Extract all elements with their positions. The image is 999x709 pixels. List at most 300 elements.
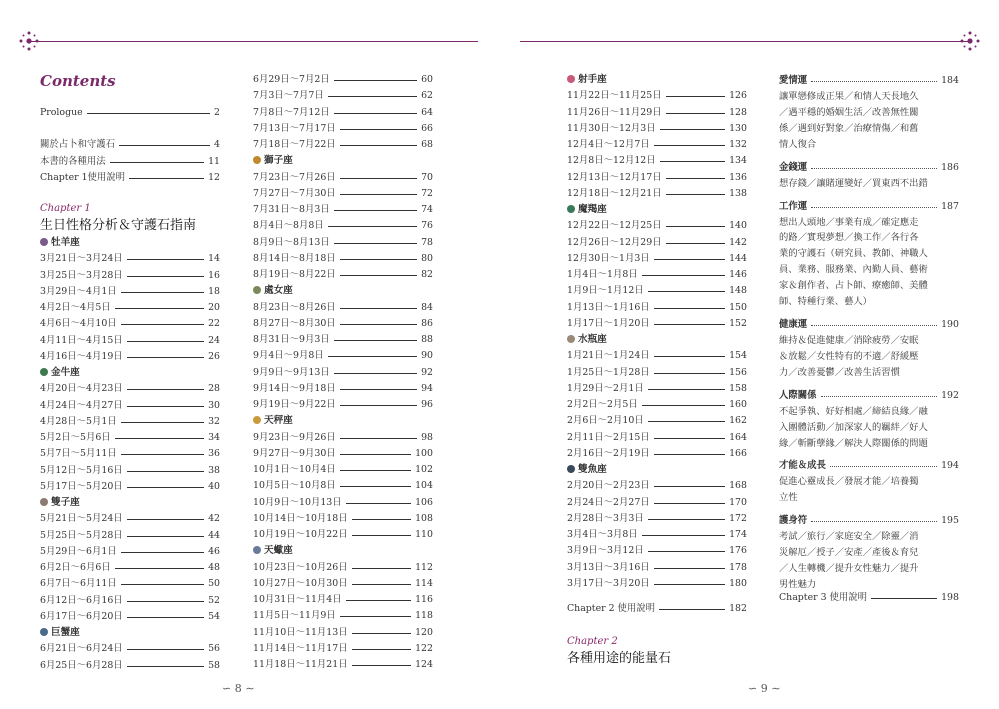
zodiac-heading — [567, 332, 747, 348]
leader-line — [340, 308, 417, 309]
toc-entry — [40, 349, 220, 365]
leader-line — [127, 357, 204, 358]
toc-entry — [567, 88, 747, 104]
toc-entry-page: 108 — [415, 512, 433, 524]
toc-entry-label: 3月17日～3月20日 — [567, 577, 650, 589]
toc-entry — [253, 511, 433, 527]
toc-entry-page: 130 — [729, 122, 747, 134]
leader-line — [328, 226, 417, 227]
zodiac-heading — [567, 202, 747, 218]
toc-entry-label: 12月13日～12月17日 — [567, 171, 662, 183]
toc-entry-page: 34 — [208, 432, 220, 443]
toc-entry — [40, 300, 220, 316]
use-section-description: ／遇平穩的婚姻生活／改善無性關 — [779, 106, 919, 118]
toc-entry — [40, 284, 220, 300]
toc-entry-label: 8月19日～8月22日 — [253, 269, 336, 280]
toc-entry — [40, 381, 220, 397]
zodiac-name: 雙子座 — [51, 497, 80, 508]
toc-entry — [40, 511, 220, 527]
zodiac-dot-icon — [253, 546, 261, 554]
use-section-heading — [779, 72, 959, 89]
use-section-heading — [779, 316, 959, 333]
use-section-description: ＆放鬆／女性特有的不適／舒緩壓 — [779, 350, 919, 362]
toc-entry-label: 11月18日～11月21日 — [253, 659, 348, 670]
toc-entry-page: 172 — [729, 512, 747, 524]
header-rule-left — [28, 41, 478, 42]
zodiac-dot-icon — [253, 286, 261, 294]
leader-line — [127, 487, 204, 488]
toc-entry — [253, 625, 433, 641]
toc-entry — [253, 608, 433, 624]
use-section-title: 人際關係 — [779, 389, 817, 401]
toc-entry-page: 132 — [729, 139, 747, 150]
toc-entry-label: 3月13日～3月16日 — [567, 561, 650, 573]
toc-entry-label: 10月27日～10月30日 — [253, 577, 348, 589]
leader-line — [340, 145, 417, 146]
toc-entry-page: 40 — [208, 480, 220, 492]
zodiac-dot-icon — [40, 498, 48, 506]
toc-entry-page: 14 — [208, 253, 220, 265]
zodiac-name: 雙魚座 — [578, 464, 607, 475]
leader-line — [340, 616, 411, 617]
toc-entry-label: 關於占卜和守護石 — [40, 139, 116, 151]
toc-entry-label: 2月20日～2月23日 — [567, 480, 650, 492]
toc-entry-page: 90 — [421, 350, 433, 362]
toc-entry — [253, 202, 433, 218]
toc-column-3 — [567, 72, 747, 592]
toc-entry-label: 5月29日～6月1日 — [40, 545, 117, 557]
use-section-description: 災解厄／授子／安產／產後＆育兒 — [779, 547, 919, 559]
toc-entry — [40, 641, 220, 657]
toc-entry-label: 4月28日～5月1日 — [40, 415, 117, 427]
toc-entry-label: 10月1日～10月4日 — [253, 464, 336, 475]
toc-entry-label: 12月8日～12月12日 — [567, 155, 656, 167]
leader-line — [654, 503, 725, 504]
leader-line — [340, 438, 417, 439]
toc-entry-page: 166 — [729, 447, 747, 459]
use-section-description: 男性魅力 — [779, 578, 817, 590]
leader-line — [666, 178, 725, 179]
toc-entry-page: 66 — [421, 122, 433, 134]
toc-entry — [253, 592, 433, 608]
toc-entry-page: 134 — [729, 155, 747, 167]
toc-entry-page: 104 — [415, 480, 433, 492]
use-section-description: 員、業務、服務業、內勤人員、藝術 — [779, 264, 928, 276]
toc-entry-page: 30 — [208, 399, 220, 411]
zodiac-name: 金牛座 — [51, 367, 80, 378]
toc-entry — [253, 430, 433, 446]
toc-entry-page: 174 — [729, 529, 747, 540]
toc-entry-label: 1月17日～1月20日 — [567, 317, 650, 329]
use-section-heading — [779, 387, 959, 404]
toc-entry-page: 168 — [729, 480, 747, 492]
use-section-title: 才能＆成長 — [779, 460, 826, 472]
toc-entry-label: 3月9日～3月12日 — [567, 545, 644, 557]
chapter2-entry — [567, 601, 747, 617]
toc-entry-label: 2月11日～2月15日 — [567, 431, 650, 443]
leader-line — [121, 552, 204, 553]
toc-entry-page: 80 — [421, 252, 433, 264]
leader-line — [346, 600, 411, 601]
leader-line — [115, 438, 204, 439]
leader-line — [352, 649, 411, 650]
toc-entry-label: 1月13日～1月16日 — [567, 301, 650, 313]
leader-line — [334, 243, 417, 244]
toc-entry-page: 78 — [421, 236, 433, 248]
leader-line — [654, 259, 725, 260]
toc-entry-label: 8月27日～8月30日 — [253, 317, 336, 329]
toc-entry-label: 2月24日～2月27日 — [567, 496, 650, 508]
leader-line — [666, 226, 725, 227]
toc-entry-page: 16 — [208, 269, 220, 281]
leader-line — [115, 568, 204, 569]
leader-line — [654, 308, 725, 309]
toc-entry-page: 98 — [421, 431, 433, 443]
toc-entry-label: 4月2日～4月5日 — [40, 302, 111, 313]
zodiac-heading — [40, 235, 220, 251]
toc-entry-label: 5月17日～5月20日 — [40, 480, 123, 492]
toc-entry — [40, 316, 220, 332]
toc-entry — [40, 251, 220, 267]
toc-entry-label: 5月2日～5月6日 — [40, 432, 111, 443]
toc-entry-label: 6月29日～7月2日 — [253, 74, 330, 85]
leader-line — [654, 568, 725, 569]
toc-entry-page: 116 — [415, 594, 433, 605]
toc-entry — [253, 495, 433, 511]
toc-entry-label: 9月23日～9月26日 — [253, 431, 336, 443]
toc-entry-page: 144 — [729, 252, 747, 264]
toc-entry — [253, 235, 433, 251]
leader-line — [352, 568, 411, 569]
toc-entry-page: 52 — [208, 594, 220, 606]
use-section-description: 促進心靈成長／發展才能／培養獨 — [779, 476, 919, 488]
use-section — [779, 198, 959, 310]
zodiac-name: 天蠍座 — [264, 545, 293, 557]
leader-line — [127, 519, 204, 520]
leader-line — [121, 454, 204, 455]
toc-entry-page: 46 — [208, 545, 220, 557]
toc-entry-page: 4 — [214, 139, 220, 151]
toc-entry — [253, 251, 433, 267]
leader-line — [328, 96, 417, 97]
toc-entry-label: 5月12日～5月16日 — [40, 464, 123, 476]
leader-line — [87, 113, 210, 114]
leader-line — [660, 161, 725, 162]
toc-entry-label: 7月13日～7月17日 — [253, 122, 336, 134]
toc-entry-page: 36 — [208, 448, 220, 460]
leader-line — [654, 584, 725, 585]
toc-entry — [40, 105, 220, 121]
leader-line — [654, 324, 725, 325]
toc-entry-label: Chapter 3 使用說明 — [779, 592, 868, 603]
toc-entry-label: 11月22日～11月25日 — [567, 90, 662, 102]
toc-entry-label: 12月26日～12月29日 — [567, 236, 662, 248]
toc-entry-page: 84 — [421, 301, 433, 313]
toc-entry-label: 6月7日～6月11日 — [40, 578, 117, 590]
toc-entry — [40, 333, 220, 349]
toc-entry-page: 62 — [421, 90, 433, 102]
toc-entry — [253, 381, 433, 397]
use-section-description: ／人生轉機／提升女性魅力／提升 — [779, 563, 919, 575]
use-section-description: 緣／斬斷孽緣／解決人際關係的問題 — [779, 437, 928, 449]
toc-entry — [253, 300, 433, 316]
leader-line — [352, 535, 411, 536]
leader-line — [127, 471, 204, 472]
leader-line — [340, 275, 417, 276]
toc-entry-label: 8月9日～8月13日 — [253, 236, 330, 248]
leader-line — [654, 356, 725, 357]
toc-entry-page: 170 — [729, 496, 747, 508]
use-section-title: 護身符 — [779, 515, 808, 527]
leader-line — [334, 373, 417, 374]
toc-entry — [567, 283, 747, 299]
leader-line — [129, 178, 204, 179]
toc-entry-label: 10月31日～11月4日 — [253, 594, 342, 605]
toc-entry-label: 11月26日～11月29日 — [567, 106, 662, 118]
zodiac-heading — [40, 495, 220, 511]
front-matter-list — [40, 105, 220, 186]
toc-entry-label: 12月30日～1月3日 — [567, 252, 650, 264]
toc-entry-label: 7月23日～7月26日 — [253, 171, 336, 183]
toc-entry-label: 9月9日～9月13日 — [253, 366, 330, 378]
toc-entry-page: 112 — [415, 561, 433, 573]
leader-line — [340, 486, 411, 487]
toc-entry — [253, 478, 433, 494]
toc-entry — [567, 186, 747, 202]
toc-entry-page: 120 — [415, 626, 433, 638]
leader-line — [340, 389, 417, 390]
toc-entry — [253, 105, 433, 121]
toc-entry-page: 102 — [415, 464, 433, 475]
leader-line — [654, 486, 725, 487]
toc-entry — [253, 641, 433, 657]
toc-entry-label: 3月4日～3月8日 — [567, 529, 638, 540]
toc-entry — [567, 251, 747, 267]
toc-entry-label: 7月18日～7月22日 — [253, 139, 336, 150]
leader-line — [811, 521, 937, 522]
toc-entry-page: 176 — [729, 545, 747, 557]
toc-entry-page: 148 — [729, 285, 747, 297]
leader-line — [115, 308, 204, 309]
toc-entry-page: 88 — [421, 334, 433, 345]
toc-entry-label: 2月16日～2月19日 — [567, 447, 650, 459]
leader-line — [127, 276, 204, 277]
toc-entry-page: 118 — [415, 610, 433, 622]
toc-entry-label: 4月6日～4月10日 — [40, 318, 117, 330]
toc-entry-page: 28 — [208, 383, 220, 395]
zodiac-name: 獅子座 — [264, 155, 293, 167]
toc-entry — [567, 153, 747, 169]
toc-entry — [567, 300, 747, 316]
leader-line — [121, 324, 204, 325]
leader-line — [127, 601, 204, 602]
toc-entry-page: 198 — [941, 592, 959, 603]
use-section-heading — [779, 512, 959, 529]
toc-entry-page: 68 — [421, 139, 433, 150]
toc-entry — [567, 348, 747, 364]
toc-entry-page: 56 — [208, 643, 220, 655]
use-section-description: 不起爭執、好好相處／締結良緣／融 — [779, 405, 928, 417]
toc-entry — [567, 170, 747, 186]
toc-entry-label: 3月21日～3月24日 — [40, 253, 123, 265]
zodiac-name: 巨蟹座 — [51, 627, 80, 638]
toc-entry-label: 9月14日～9月18日 — [253, 382, 336, 394]
toc-entry-page: 42 — [208, 513, 220, 525]
header-rule-right — [520, 41, 972, 42]
toc-entry-page: 178 — [729, 561, 747, 573]
leader-line — [334, 80, 417, 81]
leader-line — [346, 503, 411, 504]
toc-entry-page: 146 — [729, 269, 747, 280]
toc-entry — [253, 137, 433, 153]
toc-entry-page: 110 — [415, 529, 433, 540]
toc-entry-label: 1月4日～1月8日 — [567, 269, 638, 280]
toc-entry-page: 160 — [729, 399, 747, 410]
toc-entry — [40, 560, 220, 576]
use-section-heading — [779, 159, 959, 176]
leader-line — [119, 145, 210, 146]
use-section-description: 業的守護石（研究員、教師、神職人 — [779, 248, 928, 260]
toc-entry-page: 58 — [208, 659, 220, 671]
leader-line — [811, 168, 937, 169]
use-section-description: 想存錢／讓賭運變好／買東西不出錯 — [779, 177, 928, 189]
toc-entry-page: 152 — [729, 317, 747, 329]
use-section-description: 的路／實現夢想／換工作／各行各 — [779, 232, 919, 244]
page-number-ornament-icon: ∽ — [222, 682, 235, 695]
use-section-page: 186 — [941, 161, 959, 173]
toc-entry — [567, 446, 747, 462]
zodiac-dot-icon — [567, 205, 575, 213]
leader-line — [642, 535, 725, 536]
toc-entry-label: 9月27日～9月30日 — [253, 447, 336, 459]
toc-entry — [40, 398, 220, 414]
zodiac-dot-icon — [40, 238, 48, 246]
toc-entry-page: 126 — [729, 90, 747, 102]
toc-entry — [567, 543, 747, 559]
toc-entry-page: 76 — [421, 220, 433, 232]
chapter1-heading — [40, 203, 230, 233]
chapter1-script: Chapter 1 — [40, 203, 91, 214]
zodiac-name: 處女座 — [264, 285, 293, 297]
toc-entry — [567, 413, 747, 429]
toc-entry-page: 48 — [208, 562, 220, 573]
toc-entry-label: 1月9日～1月12日 — [567, 285, 644, 297]
toc-entry — [40, 658, 220, 674]
toc-entry-page: 70 — [421, 171, 433, 183]
zodiac-dot-icon — [40, 368, 48, 376]
toc-entry — [40, 528, 220, 544]
toc-entry-label: 6月17日～6月20日 — [40, 610, 123, 622]
leader-line — [648, 389, 725, 390]
toc-entry — [253, 186, 433, 202]
leader-line — [334, 340, 417, 341]
use-section-page: 192 — [941, 389, 959, 401]
leader-line — [666, 243, 725, 244]
toc-entry — [253, 332, 433, 348]
zodiac-name: 射手座 — [578, 74, 607, 85]
toc-entry — [40, 544, 220, 560]
use-section-description: 維持＆促進健康／消除疲勞／安眠 — [779, 334, 919, 346]
toc-column-2 — [253, 72, 433, 673]
use-section — [779, 316, 959, 381]
toc-entry-page: 94 — [421, 382, 433, 394]
toc-entry-page: 20 — [208, 302, 220, 313]
leader-line — [328, 356, 417, 357]
toc-entry — [253, 527, 433, 543]
leader-line — [121, 292, 204, 293]
toc-entry — [567, 576, 747, 592]
toc-entry — [567, 495, 747, 511]
toc-entry-page: 38 — [208, 464, 220, 476]
chapter2-script: Chapter 2 — [567, 636, 618, 647]
toc-entry-page: 18 — [208, 285, 220, 297]
toc-entry-label: 10月9日～10月13日 — [253, 496, 342, 508]
toc-entry — [253, 576, 433, 592]
chapter2-heading — [567, 636, 757, 666]
toc-entry-page: 136 — [729, 171, 747, 183]
toc-entry-page: 180 — [729, 577, 747, 589]
toc-entry — [567, 397, 747, 413]
toc-entry-page: 74 — [421, 204, 433, 215]
toc-entry — [40, 137, 220, 153]
leader-line — [352, 519, 411, 520]
page-number-right: ∽ 9 ∼ — [748, 682, 781, 695]
toc-entry — [253, 170, 433, 186]
toc-entry-label: 10月5日～10月8日 — [253, 480, 336, 492]
toc-entry — [567, 381, 747, 397]
use-section-title: 金錢運 — [779, 161, 808, 173]
leader-line — [654, 145, 725, 146]
toc-entry-label: 本書的各種用法 — [40, 155, 106, 167]
flourish-ornament-icon — [959, 30, 981, 52]
toc-entry-label: 6月2日～6月6日 — [40, 562, 111, 573]
page-number-ornament-icon: ∼ — [767, 682, 781, 695]
use-section-title: 愛情運 — [779, 75, 808, 86]
leader-line — [654, 373, 725, 374]
leader-line — [334, 113, 417, 114]
toc-entry-label: 1月29日～2月1日 — [567, 382, 644, 394]
toc-entry-page: 156 — [729, 366, 747, 378]
page-number-left: ∽ 8 ∼ — [222, 682, 255, 695]
leader-line — [659, 609, 725, 610]
zodiac-name: 水瓶座 — [578, 334, 607, 345]
toc-entry — [40, 430, 220, 446]
uses-column — [779, 72, 959, 599]
contents-title: Contents — [40, 72, 116, 90]
toc-entry-page: 60 — [421, 74, 433, 85]
toc-entry — [253, 121, 433, 137]
leader-line — [642, 275, 725, 276]
leader-line — [648, 551, 725, 552]
toc-entry — [567, 430, 747, 446]
toc-entry-label: 2月2日～2月5日 — [567, 399, 638, 410]
toc-entry — [567, 137, 747, 153]
toc-entry — [40, 414, 220, 430]
leader-line — [340, 129, 417, 130]
use-section-heading — [779, 457, 959, 474]
use-section-page: 195 — [941, 515, 959, 527]
leader-line — [648, 291, 725, 292]
toc-entry-label: 8月14日～8月18日 — [253, 252, 336, 264]
leader-line — [340, 470, 411, 471]
toc-entry-page: 64 — [421, 106, 433, 118]
toc-entry — [253, 267, 433, 283]
zodiac-name: 魔羯座 — [578, 204, 607, 215]
toc-entry-page: 22 — [208, 318, 220, 330]
toc-entry-label: 2月6日～2月10日 — [567, 415, 644, 427]
toc-entry-label: 8月31日～9月3日 — [253, 334, 330, 345]
toc-entry-label: 9月19日～9月22日 — [253, 399, 336, 410]
